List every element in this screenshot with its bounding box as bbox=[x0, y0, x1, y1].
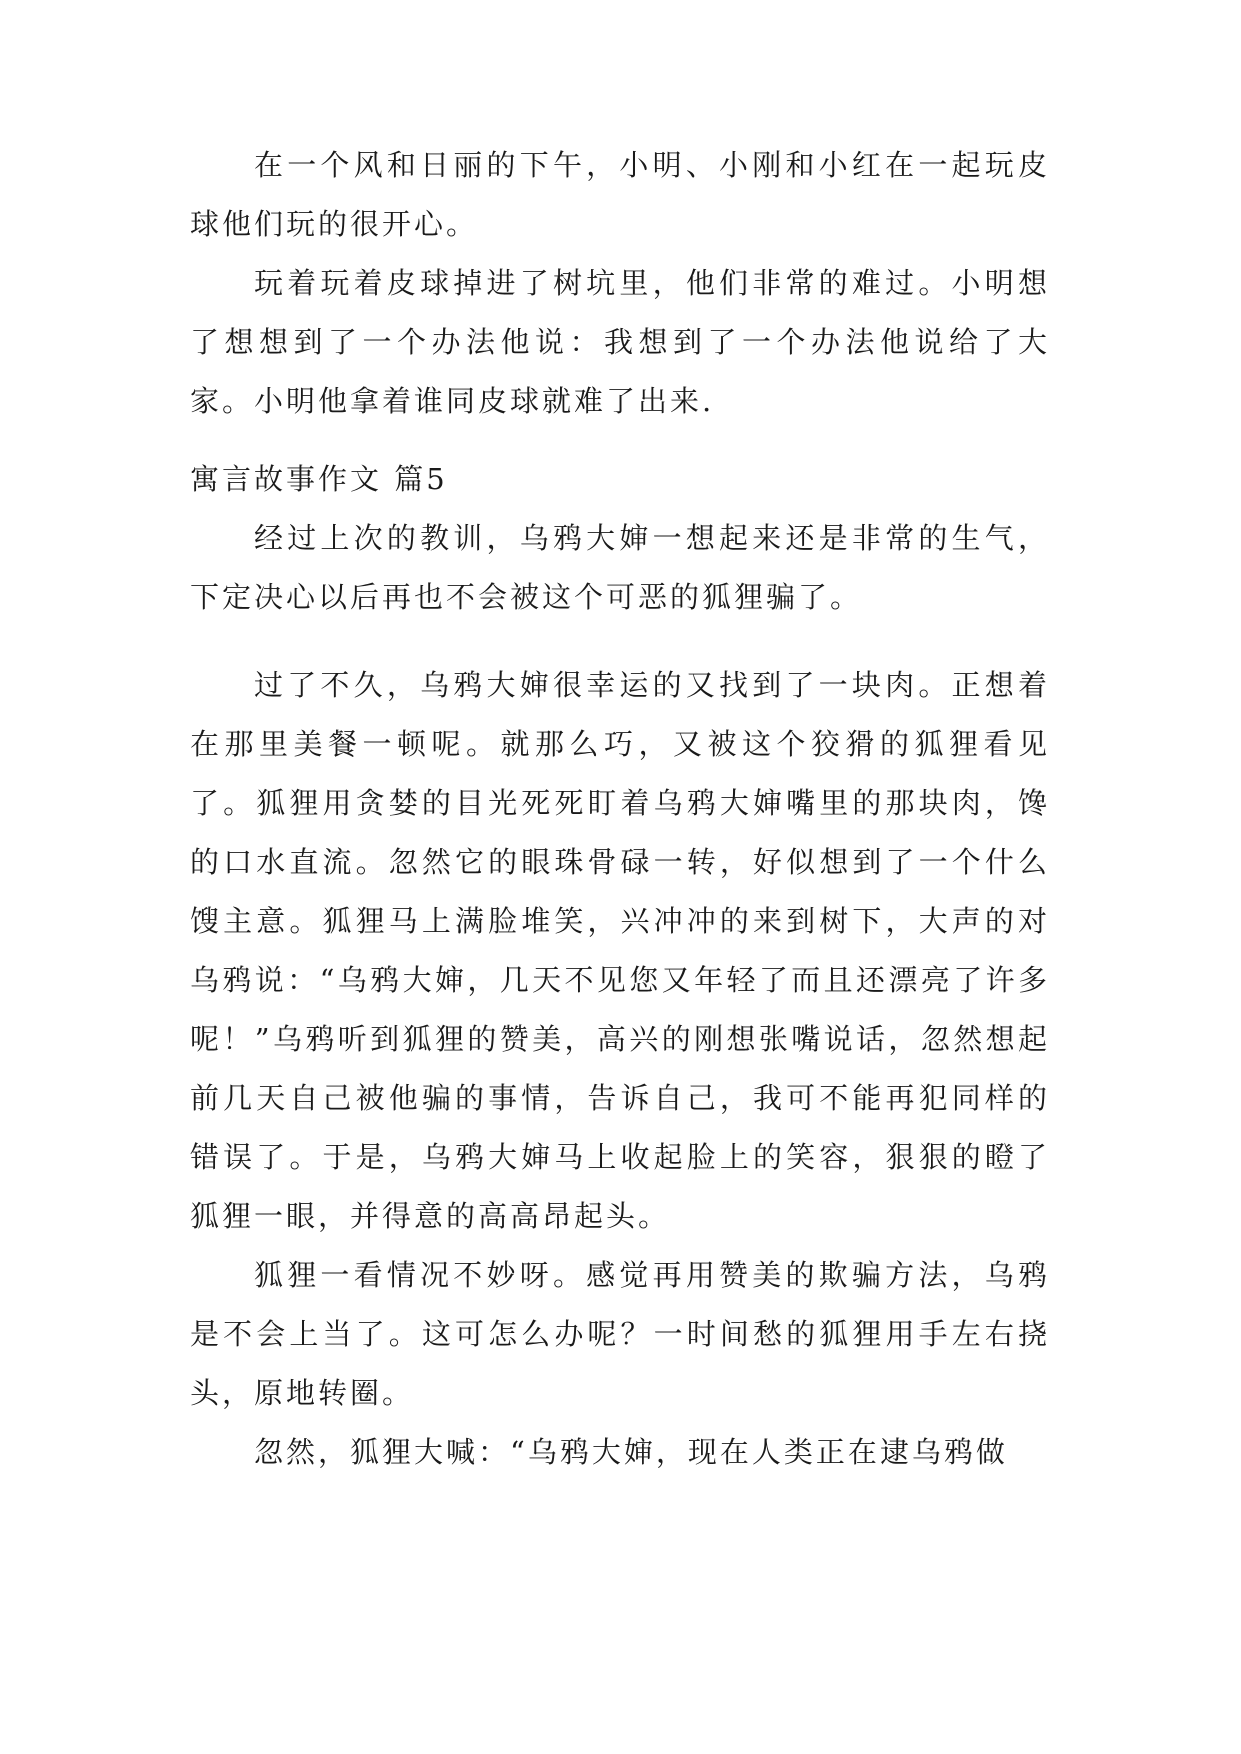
paragraph-crow-lesson: 经过上次的教训，乌鸦大婶一想起来还是非常的生气，下定决心以后再也不会被这个可恶的狐狸骗了。 bbox=[190, 521, 1050, 614]
paragraph-ball-fell: 玩着玩着皮球掉进了树坑里，他们非常的难过。小明想了想想到了一个办法他说：我想到了一个办法他说给了大家。小明他拿着谁同皮球就难了出来. bbox=[190, 266, 1050, 418]
story-block-top bbox=[190, 136, 1050, 431]
section-heading: 寓言故事作文 篇5 bbox=[190, 462, 448, 496]
paragraph-fox-shouts: 忽然，狐狸大喊：“乌鸦大婶，现在人类正在逮乌鸦做 bbox=[254, 1435, 1008, 1469]
paragraph-fox-flattery: 过了不久，乌鸦大婶很幸运的又找到了一块肉。正想着在那里美餐一顿呢。就那么巧，又被这个狡猾的狐狸看见了。狐狸用贪婪的目光死死盯着乌鸦大婶嘴里的那块肉，馋的口水直流。忽然它的眼珠骨碌一转，好似想到了一个什么馊主意。狐狸马上满脸堆笑，兴冲冲的来到树下，大声的对乌鸦说：“乌鸦大婶，几天不见您又年轻了而且还漂亮了许多呢！”乌鸦听到狐狸的赞美，高兴的刚想张嘴说话，忽然想起前几天自己被他骗的事情，告诉自己，我可不能再犯同样的错误了。于是，乌鸦大婶马上收起脸上的笑容，狠狠的瞪了狐狸一眼，并得意的高高昂起头。 bbox=[190, 668, 1050, 1233]
story-block-main bbox=[190, 656, 1050, 1482]
paragraph-fox-worried: 狐狸一看情况不妙呀。感觉再用赞美的欺骗方法，乌鸦是不会上当了。这可怎么办呢？一时间愁的狐狸用手左右挠头，原地转圈。 bbox=[190, 1258, 1050, 1410]
story-block-section5 bbox=[190, 450, 1050, 627]
paragraph-ball-play: 在一个风和日丽的下午，小明、小刚和小红在一起玩皮球他们玩的很开心。 bbox=[190, 148, 1050, 241]
